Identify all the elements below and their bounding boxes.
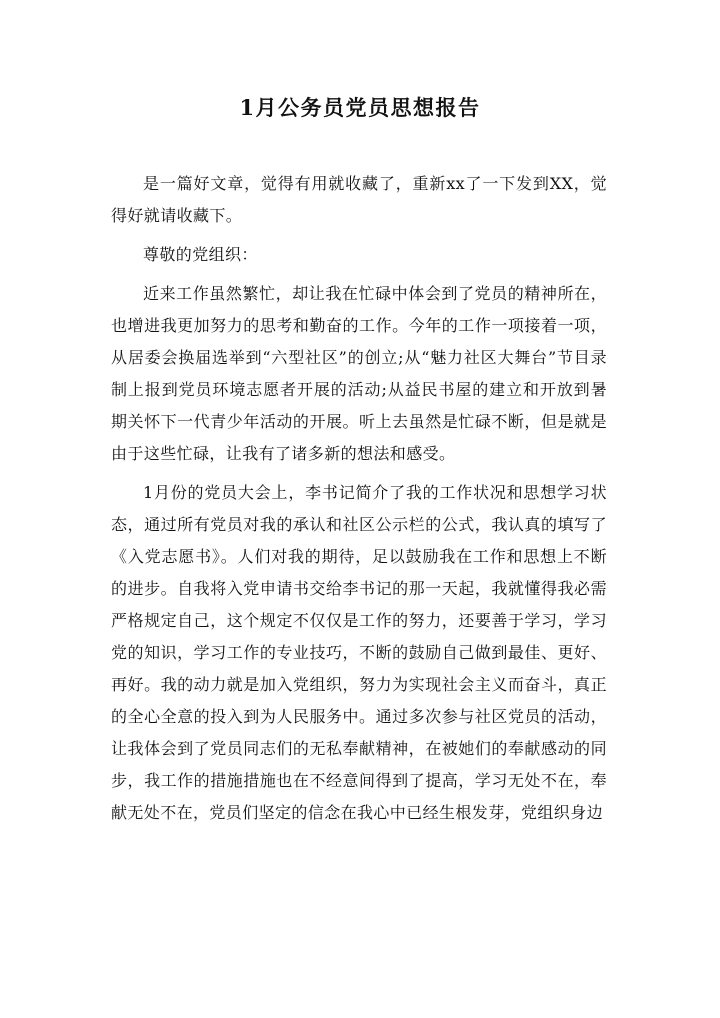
paragraph-recent-work: 近来工作虽然繁忙，却让我在忙碌中体会到了党员的精神所在，也增进我更加努力的思考和勤奋的工作。今年的工作一项接着一项，从居委会换届选举到“六型社区”的创立;从“魅力社区大舞台”节目录制上报到党员环境志愿者开展的活动;从益民书屋的建立和开放到暑期关怀下一代青少年活动的开展。听上去虽然是忙碌不断，但是就是由于这些忙碌，让我有了诸多新的想法和感受。 [111, 284, 607, 463]
paragraph-party-meeting: 1月份的党员大会上，李书记简介了我的工作状况和思想学习状态，通过所有党员对我的承认和社区公示栏的公式，我认真的填写了《入党志愿书》。人们对我的期待，足以鼓励我在工作和思想上不断的进步。自我将入党申请书交给李书记的那一天起，我就懂得我必需严格规定自己，这个规定不仅仅是工作的努力，还要善于学习，学习党的知识，学习工作的专业技巧，不断的鼓励自己做到最佳、更好、再好。我的动力就是加入党组织，努力为实现社会主义而奋斗，真正的全心全意的投入到为人民服务中。通过多次参与社区党员的活动，让我体会到了党员同志们的无私奉献精神，在被她们的奉献感动的同步，我工作的措施措施也在不经意间得到了提高，学习无处不在，奉献无处不在，党员们坚定的信念在我心中已经生根发芽，党组织身边 [111, 483, 607, 822]
document-body [111, 168, 607, 836]
paragraph-intro: 是一篇好文章，觉得有用就收藏了，重新xx了一下发到XX，觉得好就请收藏下。 [111, 174, 607, 225]
paragraph-salutation: 尊敬的党组织： [143, 245, 258, 264]
document-title: 1月公务员党员思想报告 [239, 95, 481, 120]
